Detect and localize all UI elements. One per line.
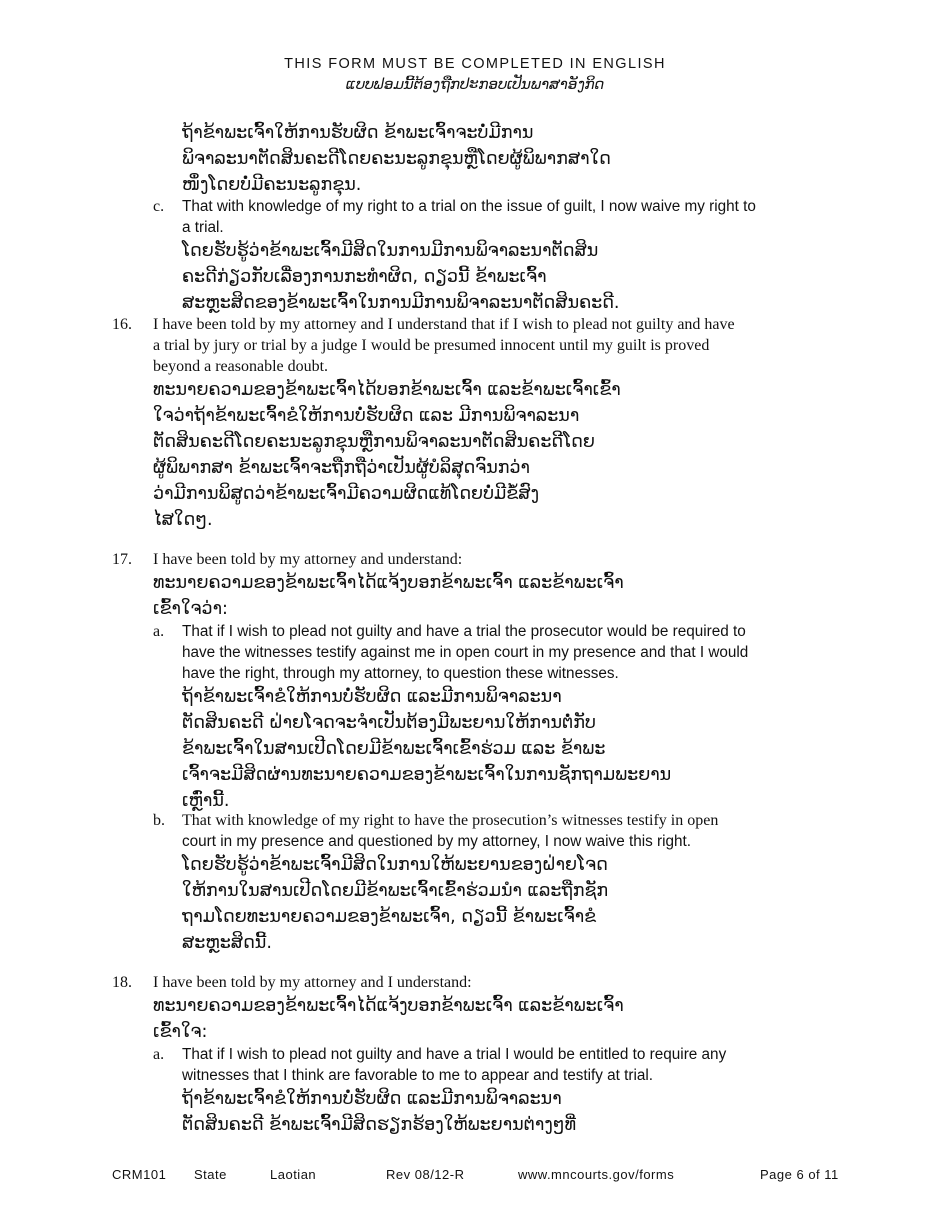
item-17b-lao-line-4: ສະຫຼະສິດນີ້. [182,933,272,953]
footer-jurisdiction: State [194,1167,227,1182]
item-16-lao-line-5: ວ່າມີການພິສູດວ່າຂ້າພະເຈົ້າມີຄວາມຜິດແທ້ໂດຍບໍ່ມີຂໍ້ສົງ [153,484,540,504]
footer-revision: Rev 08/12-R [386,1167,465,1182]
item-17b-english-line-1: That with knowledge of my right to have the prosecution’s witnesses testify in open [182,812,719,829]
header-english: THIS FORM MUST BE COMPLETED IN ENGLISH [284,56,666,72]
item-16-english-line-1: I have been told by my attorney and I understand that if I wish to plead not guilty and have [153,316,735,333]
item-17b-lao-line-2: ໃຫ້ການໃນສານເປີດໂດຍມີຂ້າພະເຈົ້າເຂົ້າຮ່ວມນໍາ ແລະຖືກຊັກ [182,881,609,901]
header-lao: ແບບຟອມນີ້ຕ້ອງຖືກປະກອບເປັນພາສາອັງກິດ [345,75,605,93]
item-18a-english-line-1: That if I wish to plead not guilty and have a trial I would be entitled to require any [182,1046,727,1063]
item-c-label: c. [153,198,165,215]
item-c-lao-line-2: ຄະດີກ່ຽວກັບເລື່ອງການກະທຳຜິດ, ດຽວນີ້ ຂ້າພະເຈົ້າ [182,267,547,287]
item-16-number: 16. [112,316,132,333]
item-17-lao-line-1: ທະນາຍຄວາມຂອງຂ້າພະເຈົ້າໄດ້ແຈ້ງບອກຂ້າພະເຈົ້າ ແລະຂ້າພະເຈົ້າ [153,573,624,593]
item-17a-label: a. [153,623,165,640]
item-17a-english-line-1: That if I wish to plead not guilty and have a trial the prosecutor would be required to [182,623,746,640]
item-18a-english-line-2: witnesses that I think are favorable to me to appear and testify at trial. [182,1067,654,1084]
item-17a-lao-line-2: ຕັດສິນຄະດີ ຝ່າຍໂຈດຈະຈໍາເປັນຕ້ອງມີພະຍານໃຫ້ການຕໍ່ກັບ [182,713,596,733]
item-17-lao-line-2: ເຂົ້າໃຈວ່າ: [153,599,228,619]
top-lao-line-3: ໜຶ່ງໂດຍບໍ່ມີຄະນະລູກຂຸນ. [182,175,362,195]
item-c-english-line-1: That with knowledge of my right to a trial on the issue of guilt, I now waive my right to [182,198,756,215]
item-c-lao-line-3: ສະຫຼະສິດຂອງຂ້າພະເຈົ້າໃນການມີການພິຈາລະນາຕັດສິນຄະດີ. [182,293,620,313]
item-c-english-line-2: a trial. [182,219,224,236]
item-16-english-line-3: beyond a reasonable doubt. [153,358,329,375]
item-18a-lao-line-1: ຖ້າຂ້າພະເຈົ້າຂໍໃຫ້ການບໍ່ຮັບຜິດ ແລະມີການພິຈາລະນາ [182,1089,562,1109]
item-18-english: I have been told by my attorney and I understand: [153,974,472,991]
item-17a-lao-line-5: ເຫຼົ່ານີ້. [182,791,230,811]
item-18-lao-line-1: ທະນາຍຄວາມຂອງຂ້າພະເຈົ້າໄດ້ແຈ້ງບອກຂ້າພະເຈົ້າ ແລະຂ້າພະເຈົ້າ [153,996,624,1016]
item-16-lao-line-2: ໃຈວ່າຖ້າຂ້າພະເຈົ້າຂໍໃຫ້ການບໍ່ຮັບຜິດ ແລະ ມີການພິຈາລະນາ [153,406,580,426]
footer-page-number: Page 6 of 11 [760,1167,839,1182]
item-17-number: 17. [112,551,132,568]
item-18-number: 18. [112,974,132,991]
footer-url-link[interactable]: www.mncourts.gov/forms [518,1167,675,1182]
footer-form-id: CRM101 [112,1167,167,1182]
item-17a-english-line-3: have the right, through my attorney, to question these witnesses. [182,665,619,682]
item-18a-lao-line-2: ຕັດສິນຄະດີ ຂ້າພະເຈົ້າມີສິດຮຽກຮ້ອງໃຫ້ພະຍານຕ່າງໆທີ່ [182,1115,577,1135]
item-17b-lao-line-1: ໂດຍຮັບຮູ້ວ່າຂ້າພະເຈົ້າມີສິດໃນການໃຫ້ພະຍານຂອງຝ່າຍໂຈດ [182,855,608,875]
item-17a-lao-line-3: ຂ້າພະເຈົ້າໃນສານເປີດໂດຍມີຂ້າພະເຈົ້າເຂົ້າຮ່ວມ ແລະ ຂ້າພະ [182,739,606,759]
item-17b-english-line-2: court in my presence and questioned by my attorney, I now waive this right. [182,833,692,850]
item-c-lao-line-1: ໂດຍຮັບຮູ້ວ່າຂ້າພະເຈົ້າມີສິດໃນການມີການພິຈາລະນາຕັດສິນ [182,241,599,261]
item-17b-label: b. [153,812,165,829]
footer-language: Laotian [270,1167,317,1182]
item-16-english-line-2: a trial by jury or trial by a judge I would be presumed innocent until my guilt is proved [153,337,710,354]
item-18a-label: a. [153,1046,165,1063]
top-lao-line-2: ພິຈາລະນາຕັດສິນຄະດີໂດຍຄະນະລູກຂຸນຫຼືໂດຍຜູ້ພິພາກສາໃດ [182,149,611,169]
top-lao-line-1: ຖ້າຂ້າພະເຈົ້າໃຫ້ການຮັບຜິດ ຂ້າພະເຈົ້າຈະບໍ່ມີການ [182,123,534,143]
item-17a-lao-line-4: ເຈົ້າຈະມີສິດຜ່ານທະນາຍຄວາມຂອງຂ້າພະເຈົ້າໃນການຊັກຖາມພະຍານ [182,765,672,785]
item-17-english: I have been told by my attorney and understand: [153,551,463,568]
item-16-lao-line-6: ໄສໃດໆ. [153,510,213,530]
item-17a-lao-line-1: ຖ້າຂ້າພະເຈົ້າຂໍໃຫ້ການບໍ່ຮັບຜິດ ແລະມີການພິຈາລະນາ [182,687,562,707]
item-17b-lao-line-3: ຖາມໂດຍທະນາຍຄວາມຂອງຂ້າພະເຈົ້າ, ດຽວນີ້ ຂ້າພະເຈົ້າຂໍ [182,907,597,927]
item-17a-english-line-2: have the witnesses testify against me in open court in my presence and that I would [182,644,749,661]
item-16-lao-line-4: ຜູ້ພິພາກສາ ຂ້າພະເຈົ້າຈະຖືກຖືວ່າເປັນຜູ້ບໍລິສຸດຈົນກວ່າ [153,458,530,478]
item-16-lao-line-1: ທະນາຍຄວາມຂອງຂ້າພະເຈົ້າໄດ້ບອກຂ້າພະເຈົ້າ ແລະຂ້າພະເຈົ້າເຂົ້າ [153,380,621,400]
item-18-lao-line-2: ເຂົ້າໃຈ: [153,1022,208,1042]
item-16-lao-line-3: ຕັດສິນຄະດີໂດຍຄະນະລູກຂຸນຫຼືການພິຈາລະນາຕັດສິນຄະດີໂດຍ [153,432,595,452]
